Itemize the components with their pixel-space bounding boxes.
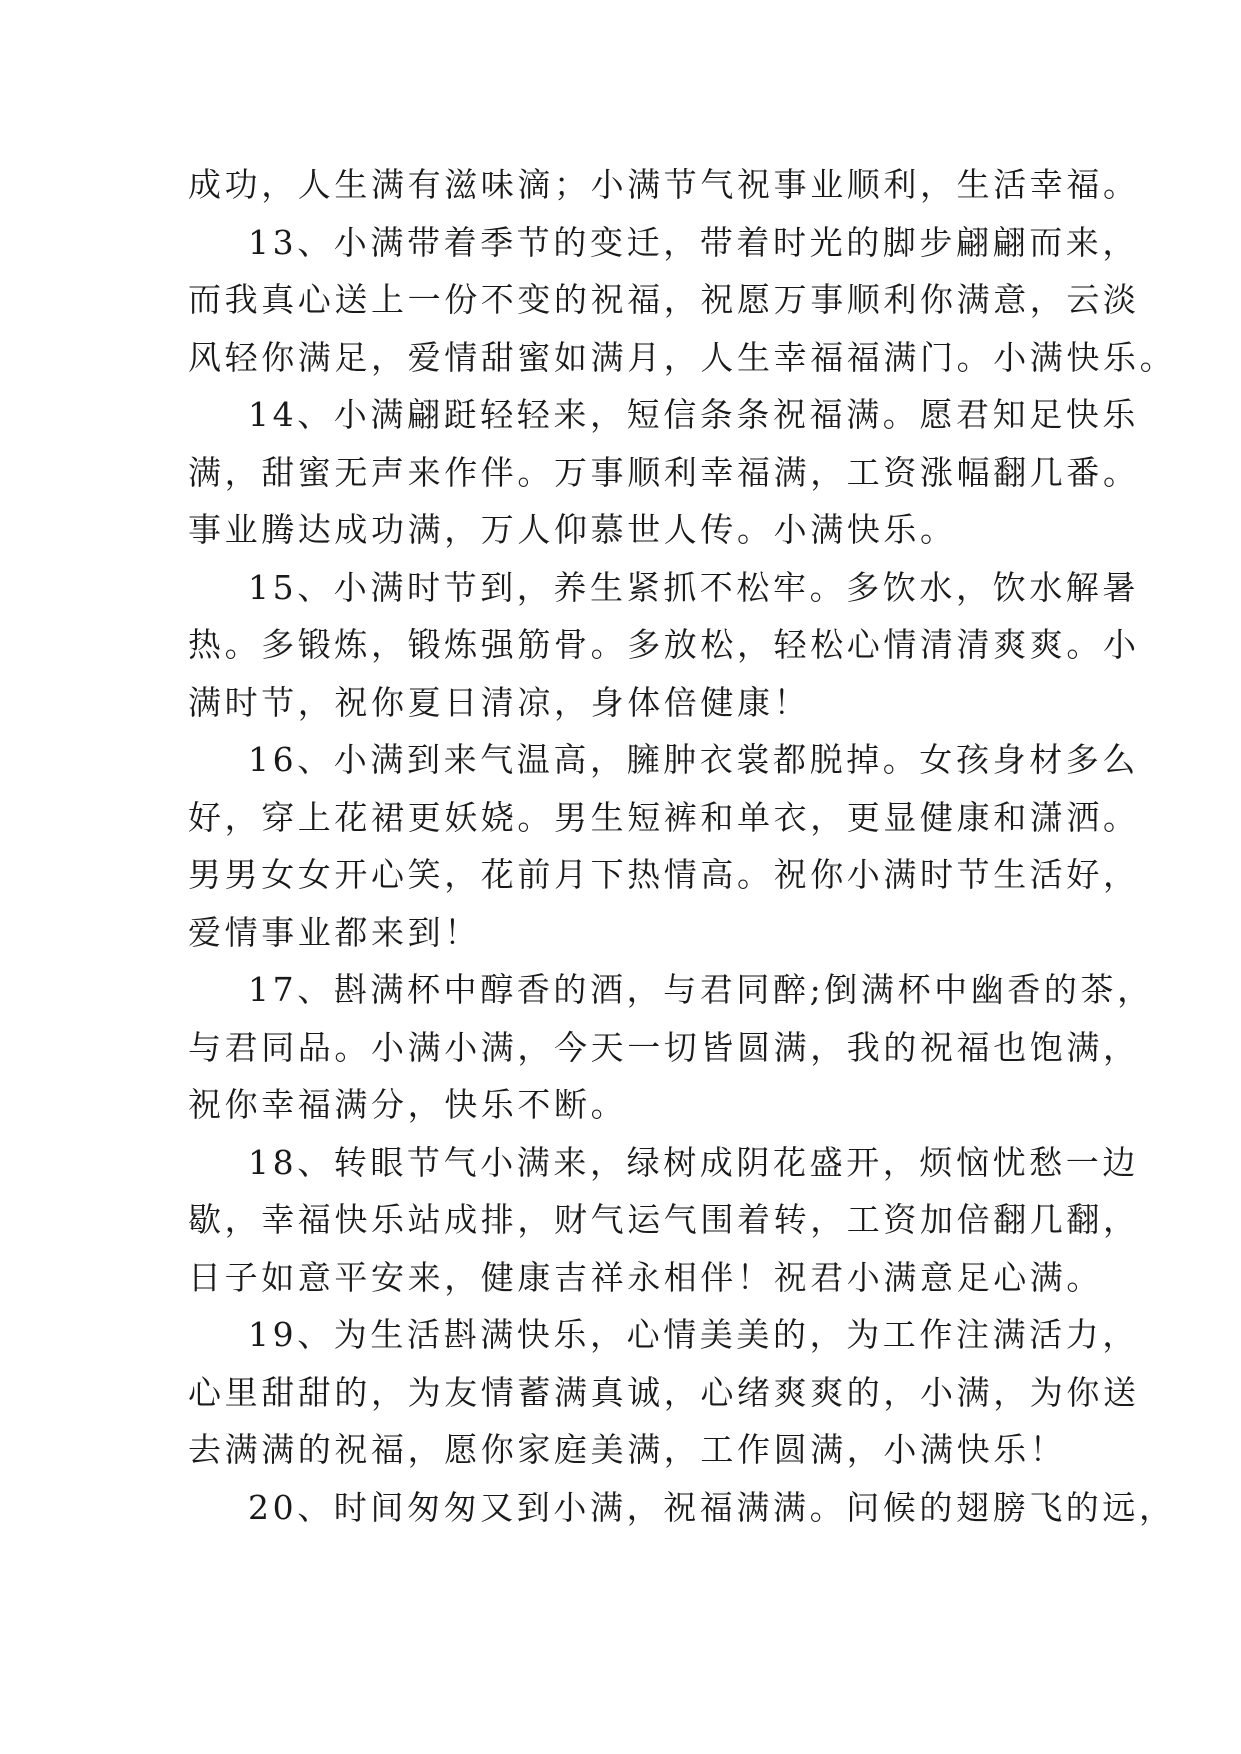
text-line: 20、时间匆匆又到小满，祝福满满。问候的翅膀飞的远， [248, 1487, 1176, 1527]
text-line: 16、小满到来气温高，臃肿衣裳都脱掉。女孩身材多么 [248, 740, 1139, 779]
text-line: 19、为生活斟满快乐，心情美美的，为工作注满活力， [248, 1315, 1139, 1354]
text-line: 去满满的祝福，愿你家庭美满，工作圆满，小满快乐！ [188, 1430, 1067, 1469]
text-line: 成功，人生满有滋味滴；小满节气祝事业顺利，生活幸福。 [188, 165, 1140, 204]
body-text [188, 156, 1177, 1536]
text-line: 满，甜蜜无声来作伴。万事顺利幸福满，工资涨幅翻几番。 [188, 452, 1140, 492]
text-line: 好，穿上花裙更妖娆。男生短裤和单衣，更显健康和潇洒。 [188, 797, 1140, 837]
text-line: 爱情事业都来到！ [188, 912, 481, 952]
text-line: 祝你幸福满分，快乐不断。 [188, 1085, 628, 1124]
text-line: 风轻你满足，爱情甜蜜如满月，人生幸福福满门。小满快乐。 [188, 337, 1177, 377]
text-line: 男男女女开心笑，花前月下热情高。祝你小满时节生活好， [188, 855, 1140, 894]
text-line: 日子如意平安来，健康吉祥永相伴！祝君小满意足心满。 [188, 1257, 1103, 1297]
text-line: 17、斟满杯中醇香的酒，与君同醉;倒满杯中幽香的茶， [248, 970, 1154, 1009]
text-line: 心里甜甜的，为友情蓄满真诚，心绪爽爽的，小满，为你送 [188, 1372, 1140, 1412]
text-line: 13、小满带着季节的变迁，带着时光的脚步翩翩而来， [248, 222, 1139, 262]
text-line: 歇，幸福快乐站成排，财气运气围着转，工资加倍翻几翻， [188, 1200, 1140, 1239]
text-line: 而我真心送上一份不变的祝福，祝愿万事顺利你满意，云淡 [188, 280, 1140, 319]
text-line: 满时节，祝你夏日清凉，身体倍健康！ [188, 682, 811, 722]
text-line: 15、小满时节到，养生紧抓不松牢。多饮水，饮水解暑 [248, 567, 1139, 607]
text-line: 14、小满翩跹轻轻来，短信条条祝福满。愿君知足快乐 [248, 395, 1139, 434]
text-line: 热。多锻炼，锻炼强筋骨。多放松，轻松心情清清爽爽。小 [188, 625, 1140, 664]
text-line: 18、转眼节气小满来，绿树成阴花盛开，烦恼忧愁一边 [248, 1142, 1139, 1182]
text-line: 事业腾达成功满，万人仰慕世人传。小满快乐。 [188, 510, 957, 549]
text-line: 与君同品。小满小满，今天一切皆圆满，我的祝福也饱满， [188, 1027, 1140, 1067]
